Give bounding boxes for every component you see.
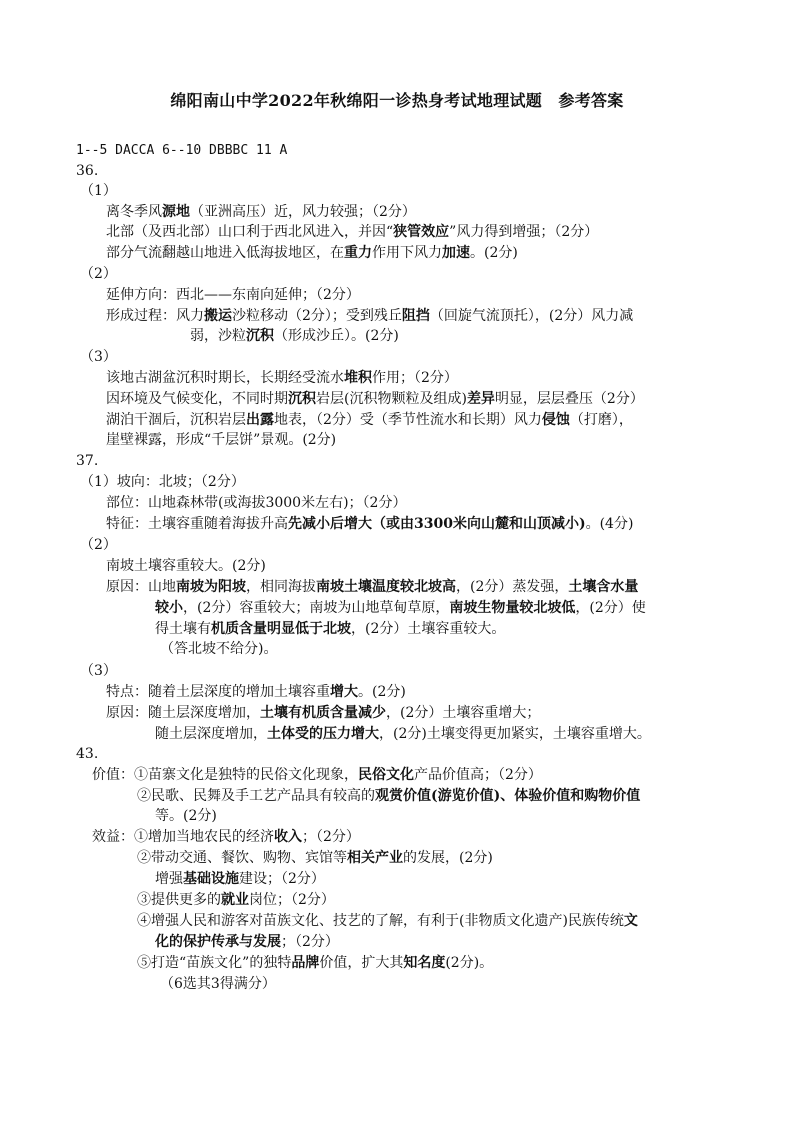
question-36-number: 36.	[76, 163, 99, 179]
q43-benefit-line5: ④增强人民和游客对苗族文化、技艺的了解，有利于(非物质文化遗产)民族传统文	[137, 913, 638, 929]
q36-part3-line3: 湖泊干涸后，沉积岩层出露地表，（2分）受（季节性流水和长期）风力侵蚀（打磨），	[106, 412, 633, 428]
q37-part2-line4: 得土壤有机质含量明显低于北坡，(2分）土壤容重较大。	[155, 621, 506, 637]
q37-part1-line3: 特征：土壤容重随着海拔升高先减小后增大（或由3300米向山麓和山顶减小)。(4分)	[106, 516, 634, 532]
q37-part2-line1: 南坡土壤容重较大。(2分)	[106, 558, 266, 574]
q36-part2-line2: 形成过程：风力搬运沙粒移动（2分）；受到残丘阻挡（回旋气流顶托），(2分）风力减	[106, 308, 634, 324]
q43-benefit-line2: ②带动交通、餐饮、购物、宾馆等相关产业的发展，(2分)	[137, 850, 493, 866]
multiple-choice-answers: 1--5 DACCA 6--10 DBBBC 11 A	[76, 143, 288, 158]
q43-benefit-line1: 效益：①增加当地农民的经济收入；（2分）	[92, 829, 360, 845]
q36-part2-label: （2）	[80, 266, 117, 282]
q43-scoring-note: （6选其3得满分）	[160, 976, 276, 992]
q37-part3-line2: 原因：随土层深度增加，土壤有机质含量减少，(2分）土壤容重增大；	[106, 705, 541, 721]
q37-part2-line5: （答北坡不给分)。	[160, 641, 278, 657]
q37-part3-label: （3）	[80, 663, 117, 679]
q43-value-line1: 价值：①苗寨文化是独特的民俗文化现象，民俗文化产品价值高；（2分）	[92, 767, 542, 783]
q36-part1-line3: 部分气流翻越山地进入低海拔地区，在重力作用下风力加速。(2分)	[106, 245, 518, 261]
q37-part2-label: （2）	[80, 537, 117, 553]
q37-part3-line3: 随土层深度增加，土体受的压力增大，(2分)土壤变得更加紧实，土壤容重增大。	[155, 726, 651, 742]
q36-part3-label: （3）	[80, 349, 117, 365]
q36-part3-line2: 因环境及气候变化，不同时期沉积岩层(沉积物颗粒及组成)差异明显，层层叠压（2分）	[106, 391, 644, 407]
question-43-number: 43.	[76, 746, 99, 762]
q43-benefit-line6: 化的保护传承与发展；（2分）	[155, 934, 339, 950]
q36-part1-line1: 离冬季风源地（亚洲高压）近，风力较强；（2分）	[106, 204, 416, 220]
q43-benefit-line3: 增强基础设施建设；（2分）	[155, 871, 325, 887]
q37-part2-line3: 较小，(2分）容重较大；南坡为山地草甸草原，南坡生物量较北坡低，(2分）使	[155, 600, 646, 616]
q37-part3-line1: 特点：随着土层深度的增加土壤容重增大。(2分)	[106, 684, 406, 700]
q36-part1-line2: 北部（及西北部）山口利于西北风进入，并因“狭管效应”风力得到增强；（2分）	[106, 224, 599, 240]
question-37-number: 37.	[76, 453, 99, 469]
q36-part3-line4: 崖壁裸露，形成“千层饼”景观。(2分)	[106, 432, 337, 448]
q37-part1-line2: 部位：山地森林带(或海拔3000米左右)；（2分）	[106, 495, 407, 511]
q37-part2-line2: 原因：山地南坡为阳坡，相同海拔南坡土壤温度较北坡高，(2分）蒸发强，土壤含水量	[106, 579, 639, 595]
q36-part2-line3: 弱，沙粒沉积（形成沙丘）。(2分)	[190, 328, 399, 344]
q43-value-line3: 等。(2分)	[155, 808, 217, 824]
page-title: 绵阳南山中学2022年秋绵阳一诊热身考试地理试题 参考答案	[170, 91, 624, 110]
q36-part2-line1: 延伸方向：西北——东南向延伸；（2分）	[106, 287, 360, 303]
q36-part1-label: （1）	[80, 183, 117, 199]
q36-part3-line1: 该地古湖盆沉积时期长，长期经受流水堆积作用；（2分）	[106, 370, 458, 386]
q43-benefit-line7: ⑤打造“苗族文化”的独特品牌价值，扩大其知名度(2分)。	[137, 955, 494, 971]
q43-benefit-line4: ③提供更多的就业岗位；（2分）	[137, 892, 335, 908]
q43-value-line2: ②民歌、民舞及手工艺产品具有较高的观赏价值(游览价值)、体验价值和购物价值	[137, 788, 641, 804]
q37-part1-line1: （1）坡向：北坡；（2分）	[80, 474, 245, 490]
